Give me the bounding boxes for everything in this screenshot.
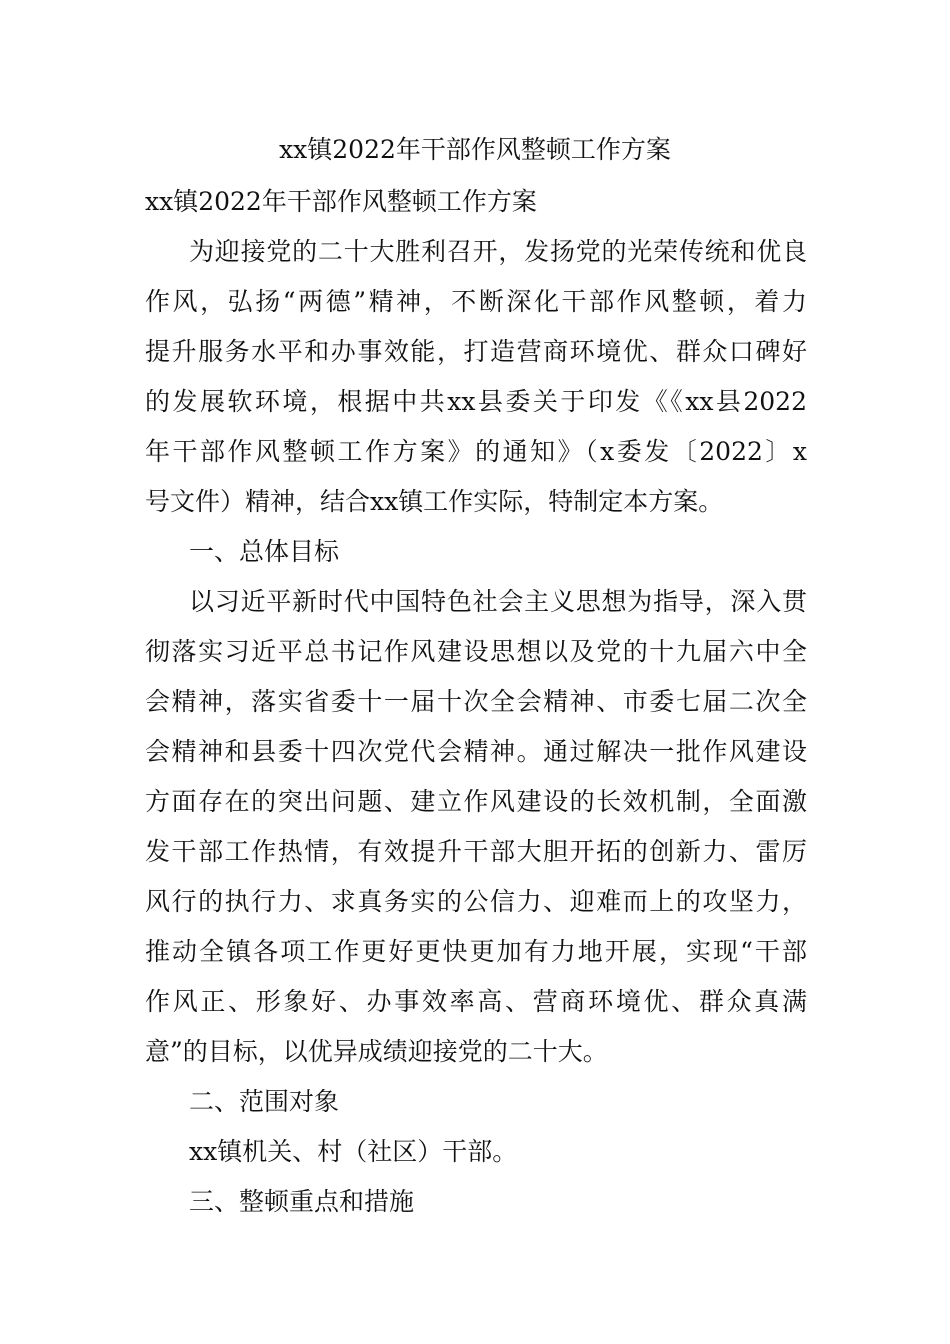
intro-paragraph-line: 为迎接党的二十大胜利召开，发扬党的光荣传统和优良 — [189, 237, 807, 266]
intro-paragraph-line: 年干部作风整顿工作方案》的通知》（x委发〔2022〕x — [145, 437, 807, 466]
goals-paragraph-line: 以习近平新时代中国特色社会主义思想为指导，深入贯 — [189, 587, 807, 616]
document-title: xx镇2022年干部作风整顿工作方案 — [279, 135, 671, 164]
goals-paragraph-line: 会精神和县委十四次党代会精神。通过解决一批作风建设 — [145, 737, 807, 766]
intro-paragraph-line: 作风，弘扬“两德”精神，不断深化干部作风整顿，着力 — [145, 287, 807, 316]
scope-paragraph-line: xx镇机关、村（社区）干部。 — [189, 1137, 518, 1166]
goals-paragraph-line: 风行的执行力、求真务实的公信力、迎难而上的攻坚力， — [145, 887, 807, 916]
document-body — [145, 182, 807, 1232]
section-heading-goals: 一、总体目标 — [189, 537, 340, 566]
section-heading-measures: 三、整顿重点和措施 — [189, 1187, 415, 1216]
goals-paragraph-line: 会精神，落实省委十一届十次全会精神、市委七届二次全 — [145, 687, 807, 716]
section-heading-scope: 二、范围对象 — [189, 1087, 340, 1116]
subtitle-line: xx镇2022年干部作风整顿工作方案 — [145, 187, 537, 216]
goals-paragraph-line: 意”的目标，以优异成绩迎接党的二十大。 — [145, 1037, 608, 1066]
intro-paragraph-line: 号文件）精神，结合xx镇工作实际，特制定本方案。 — [145, 487, 724, 516]
goals-paragraph-line: 作风正、形象好、办事效率高、营商环境优、群众真满 — [145, 987, 807, 1016]
intro-paragraph-line: 提升服务水平和办事效能，打造营商环境优、群众口碑好 — [145, 337, 807, 366]
goals-paragraph-line: 发干部工作热情，有效提升干部大胆开拓的创新力、雷厉 — [145, 837, 807, 866]
goals-paragraph-line: 推动全镇各项工作更好更快更加有力地开展，实现“干部 — [145, 937, 807, 966]
goals-paragraph-line: 彻落实习近平总书记作风建设思想以及党的十九届六中全 — [145, 637, 807, 666]
intro-paragraph-line: 的发展软环境，根据中共xx县委关于印发《《xx县2022 — [145, 387, 807, 416]
goals-paragraph-line: 方面存在的突出问题、建立作风建设的长效机制，全面激 — [145, 787, 807, 816]
